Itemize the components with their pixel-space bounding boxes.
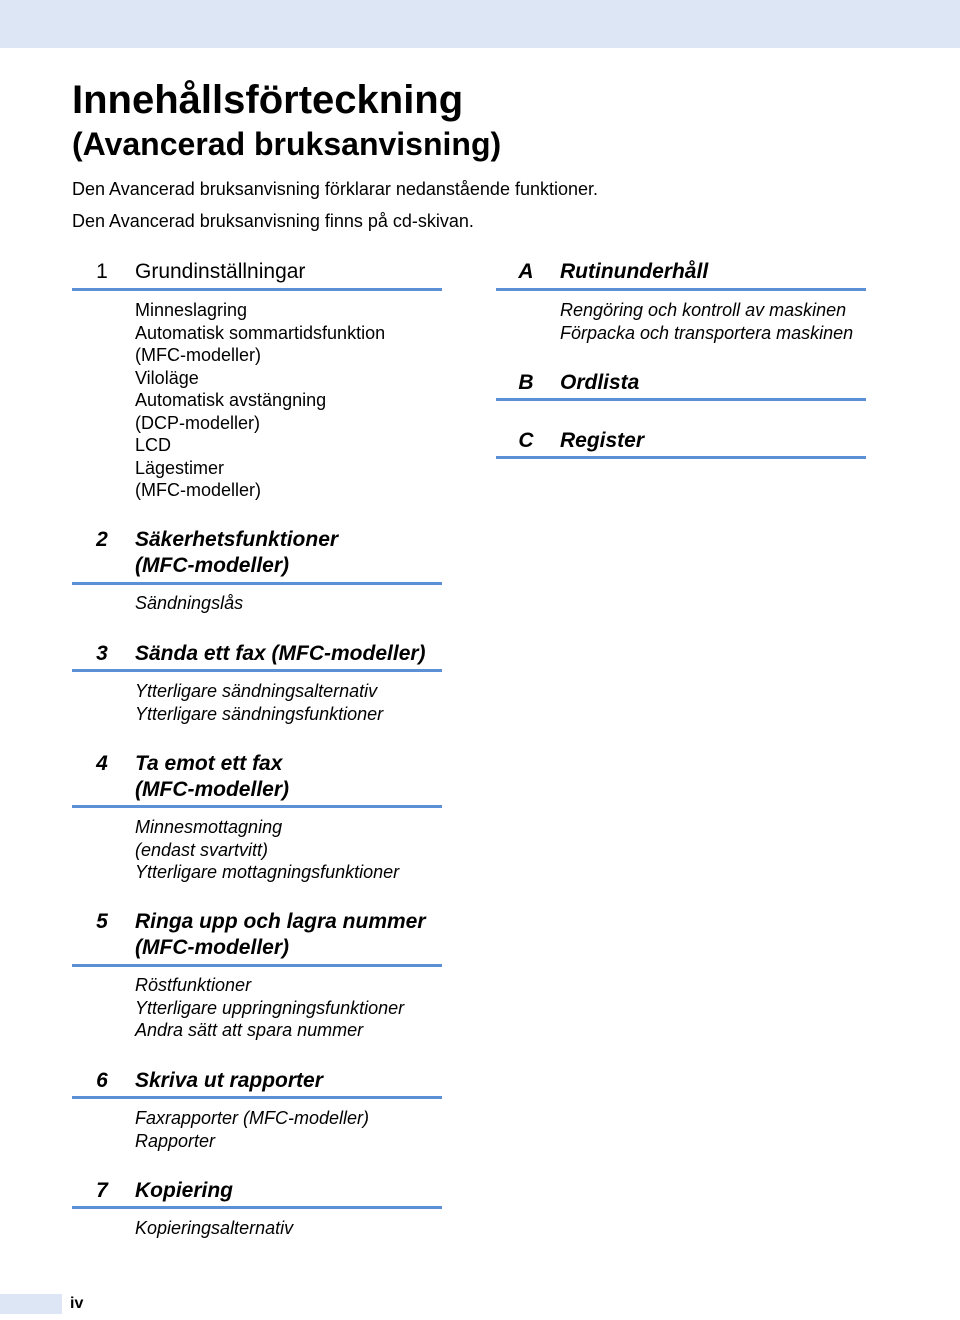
page-title: Innehållsförteckning [72, 78, 464, 122]
list-item[interactable]: Automatisk sommartidsfunktion [135, 322, 386, 343]
chapter-items [135, 1217, 293, 1240]
list-item[interactable]: (endast svartvitt) [135, 839, 269, 860]
chapter-items [135, 299, 385, 502]
list-item[interactable]: (MFC-modeller) [135, 345, 261, 365]
appendix-title[interactable]: Register [560, 429, 645, 452]
list-item[interactable]: Förpacka och transportera maskinen [560, 322, 854, 343]
chapter-items [135, 816, 399, 884]
chapter-rule [72, 805, 442, 808]
chapter-number: 6 [96, 1069, 108, 1092]
chapter-title[interactable]: Sända ett fax (MFC-modeller) [135, 642, 426, 665]
list-item[interactable]: Kopieringsalternativ [135, 1218, 294, 1238]
chapter-title-line-2[interactable]: (MFC-modeller) [135, 554, 289, 577]
chapter-title[interactable]: Säkerhetsfunktioner [135, 528, 339, 551]
chapter-items [135, 1107, 369, 1152]
appendix-rule [496, 398, 866, 401]
page-number: iv [70, 1295, 84, 1312]
chapter-title[interactable]: Kopiering [135, 1179, 233, 1202]
list-item[interactable]: Ytterligare sändningsfunktioner [135, 703, 384, 724]
list-item[interactable]: Rapporter [135, 1130, 216, 1151]
chapter-number: 7 [96, 1179, 108, 1202]
chapter-title-line-2[interactable]: (MFC-modeller) [135, 936, 289, 959]
appendix-rule [496, 288, 866, 291]
chapter-title[interactable]: Ta emot ett fax [135, 752, 283, 775]
list-item[interactable]: Minnesmottagning [135, 817, 283, 837]
list-item[interactable]: Röstfunktioner [135, 975, 252, 995]
chapter-number: 1 [96, 260, 108, 283]
list-item[interactable]: Andra sätt att spara nummer [135, 1020, 364, 1040]
list-item[interactable]: Ytterligare uppringningsfunktioner [135, 997, 405, 1018]
chapter-rule [72, 964, 442, 967]
intro-line-2: Den Avancerad bruksanvisning finns på cd-skivan. [72, 211, 474, 231]
page-subtitle: (Avancerad bruksanvisning) [72, 126, 502, 162]
chapter-title[interactable]: Skriva ut rapporter [135, 1069, 323, 1092]
chapter-items [135, 974, 404, 1042]
list-item[interactable]: Ytterligare mottagningsfunktioner [135, 862, 400, 882]
list-item[interactable]: Sändningslås [135, 593, 244, 613]
chapter-number: 5 [96, 910, 108, 933]
chapter-rule [72, 669, 442, 672]
appendix-title[interactable]: Rutinunderhåll [560, 260, 709, 283]
list-item[interactable]: Minneslagring [135, 300, 248, 320]
chapter-title-line-2[interactable]: (MFC-modeller) [135, 778, 289, 801]
chapter-rule [72, 582, 442, 585]
chapter-rule [72, 1096, 442, 1099]
chapter-rule [72, 1206, 442, 1209]
appendix-items [560, 299, 853, 344]
list-item[interactable]: LCD [135, 435, 172, 455]
chapter-number: 3 [96, 642, 108, 665]
top-band [0, 0, 960, 48]
list-item[interactable]: Automatisk avstängning [135, 390, 327, 410]
appendix-title[interactable]: Ordlista [560, 371, 640, 394]
intro-line-1: Den Avancerad bruksanvisning förklarar nedanstående funktioner. [72, 179, 599, 199]
list-item[interactable]: Faxrapporter (MFC-modeller) [135, 1108, 370, 1128]
appendix-letter: C [518, 429, 534, 452]
list-item[interactable]: (MFC-modeller) [135, 480, 261, 500]
footer-band [0, 1294, 62, 1314]
list-item[interactable]: (DCP-modeller) [135, 412, 261, 433]
chapter-number: 2 [96, 528, 108, 551]
appendix-rule [496, 456, 866, 459]
chapter-items [135, 680, 383, 725]
list-item[interactable]: Rengöring och kontroll av maskinen [560, 300, 847, 320]
chapter-number: 4 [96, 752, 108, 775]
chapter-items [135, 592, 243, 615]
chapter-title[interactable]: Ringa upp och lagra nummer [135, 910, 426, 933]
list-item[interactable]: Ytterligare sändningsalternativ [135, 681, 378, 701]
list-item[interactable]: Lägestimer [135, 457, 225, 478]
list-item[interactable]: Viloläge [135, 367, 199, 388]
chapter-rule [72, 288, 442, 291]
chapter-title[interactable]: Grundinställningar [135, 260, 306, 283]
appendix-letter: B [518, 371, 534, 394]
appendix-letter: A [518, 260, 534, 283]
